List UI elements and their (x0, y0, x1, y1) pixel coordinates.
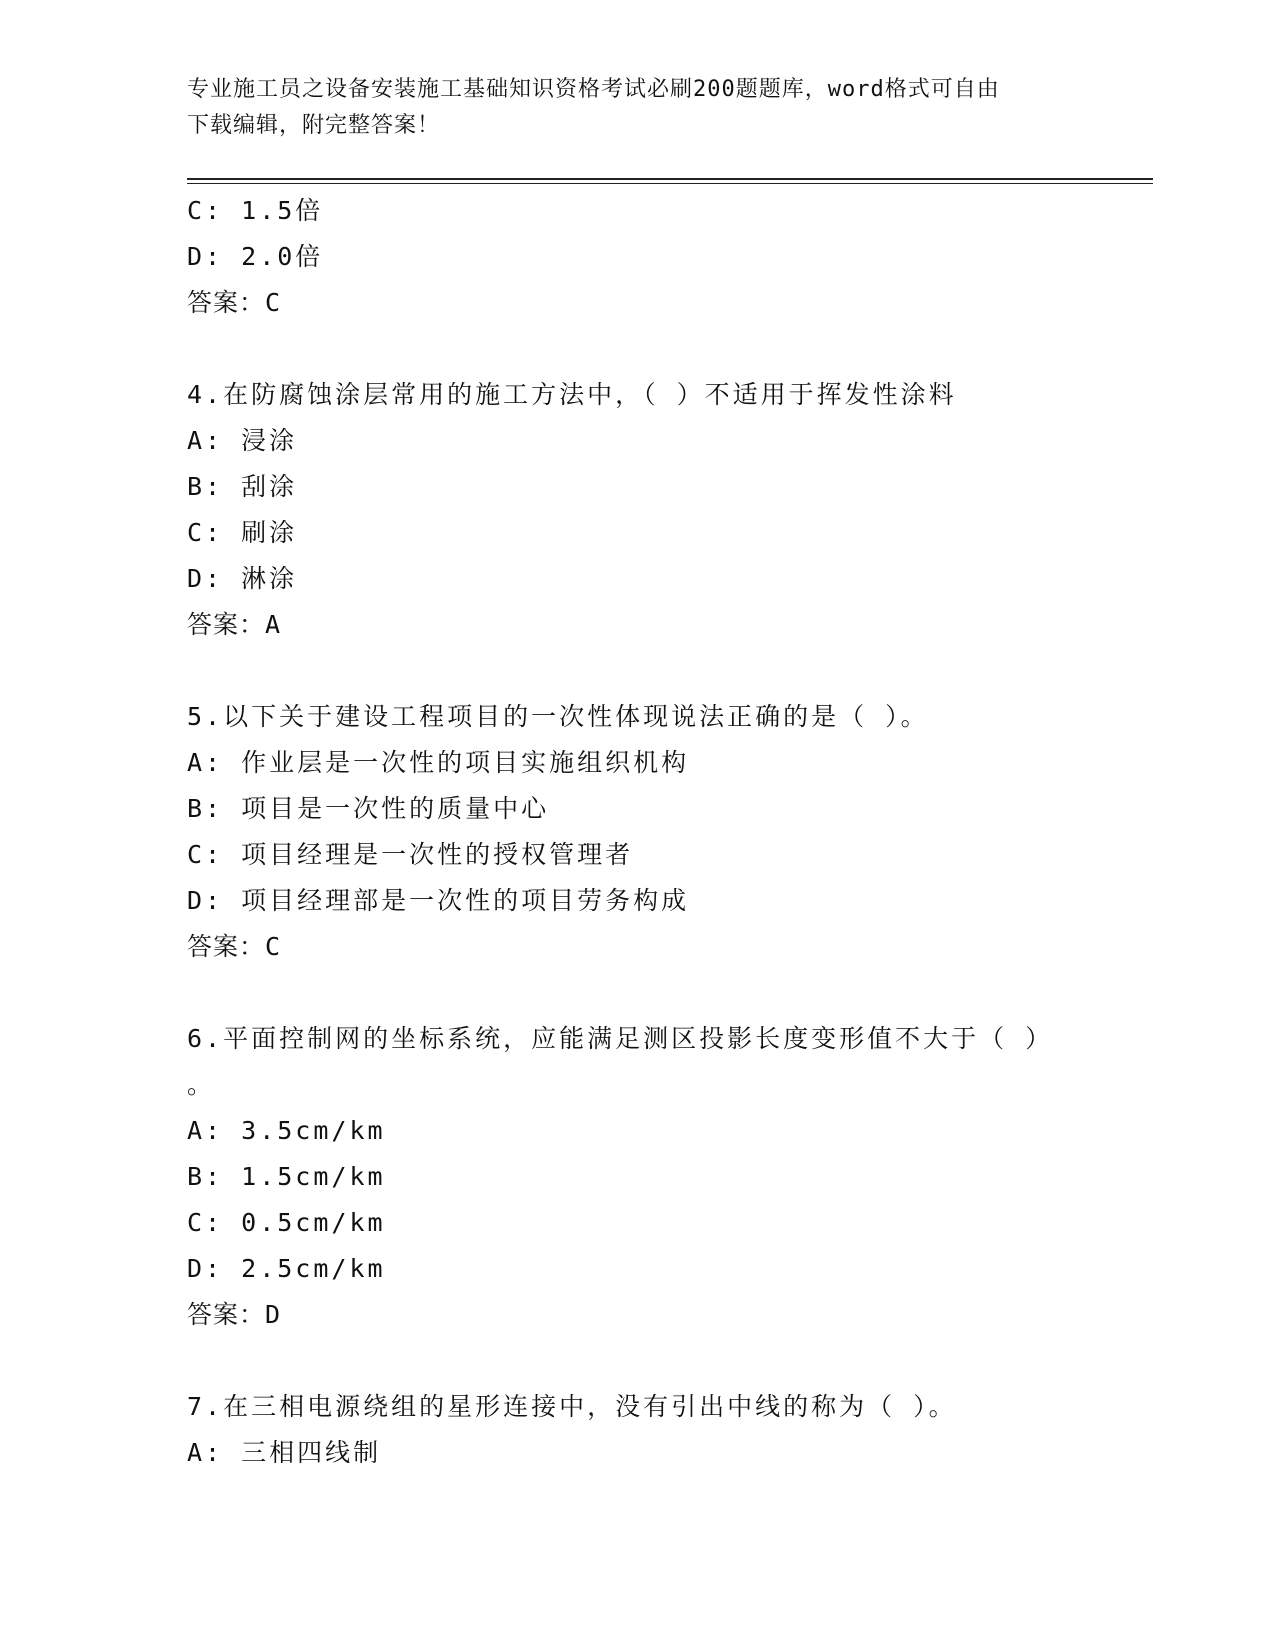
q4-option-a: A: 浸涂 (187, 426, 298, 455)
q6-question: 6.平面控制网的坐标系统，应能满足测区投影长度变形值不大于（ ） (187, 1024, 1054, 1053)
q6-answer: 答案：D (187, 1300, 282, 1329)
q5-option-d: D: 项目经理部是一次性的项目劳务构成 (187, 886, 690, 915)
header-title-line-1: 专业施工员之设备安装施工基础知识资格考试必刷200题题库，word格式可自由 (187, 77, 1000, 102)
header-title-line-2: 下载编辑，附完整答案！ (187, 113, 441, 138)
q5-option-a: A: 作业层是一次性的项目实施组织机构 (187, 748, 690, 777)
q7-option-a: A: 三相四线制 (187, 1438, 382, 1467)
q6-option-b: B: 1.5cm/km (187, 1162, 386, 1191)
spacer (187, 326, 1153, 372)
q6-option-d: D: 2.5cm/km (187, 1254, 386, 1283)
q5-question: 5.以下关于建设工程项目的一次性体现说法正确的是（ ）。 (187, 702, 929, 731)
q3-option-d: D: 2.0倍 (187, 242, 324, 271)
q6-question-continuation: 。 (187, 1070, 213, 1099)
q4-question: 4.在防腐蚀涂层常用的施工方法中，（ ）不适用于挥发性涂料 (187, 380, 957, 409)
q4-answer: 答案：A (187, 610, 282, 639)
q5-answer: 答案：C (187, 932, 282, 961)
document-header (187, 72, 1067, 144)
q5-option-c: C: 项目经理是一次性的授权管理者 (187, 840, 634, 869)
spacer (187, 970, 1153, 1016)
q6-option-c: C: 0.5cm/km (187, 1208, 386, 1237)
q3-option-c: C: 1.5倍 (187, 196, 324, 225)
q4-option-b: B: 刮涂 (187, 472, 298, 501)
q6-option-a: A: 3.5cm/km (187, 1116, 386, 1145)
q5-option-b: B: 项目是一次性的质量中心 (187, 794, 550, 823)
q3-answer: 答案：C (187, 288, 282, 317)
header-divider-thick (187, 178, 1153, 180)
spacer (187, 648, 1153, 694)
q7-question: 7.在三相电源绕组的星形连接中，没有引出中线的称为（ ）。 (187, 1392, 957, 1421)
q4-option-c: C: 刷涂 (187, 518, 298, 547)
q4-option-d: D: 淋涂 (187, 564, 298, 593)
question-list (187, 188, 1153, 1476)
spacer (187, 1338, 1153, 1384)
header-divider-thin (187, 183, 1153, 184)
